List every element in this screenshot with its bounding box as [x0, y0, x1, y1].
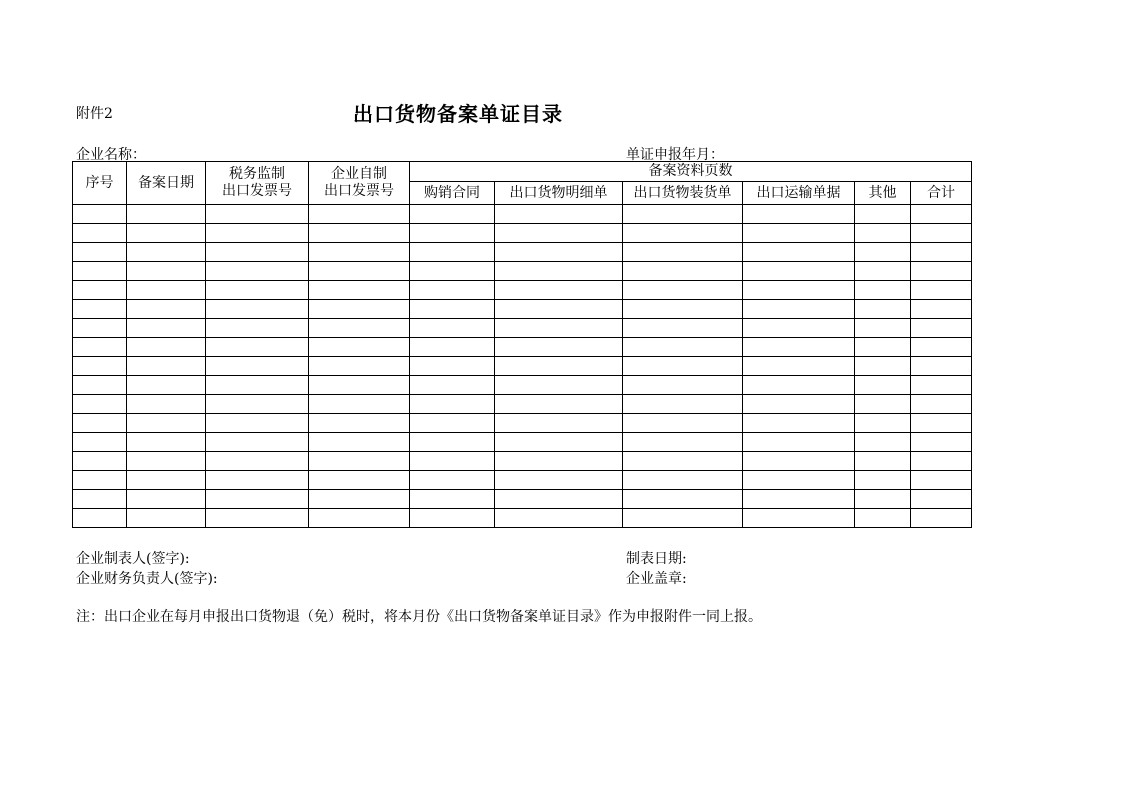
- table-cell: [73, 262, 127, 281]
- table-cell: [911, 319, 972, 338]
- table-cell: [410, 433, 495, 452]
- table-cell: [73, 338, 127, 357]
- table-cell: [495, 509, 623, 528]
- header-tax-invoice-line1: 税务监制: [229, 166, 285, 182]
- table-cell: [911, 471, 972, 490]
- table-cell: [495, 357, 623, 376]
- table-cell: [743, 338, 855, 357]
- table-cell: [309, 490, 410, 509]
- table-cell: [410, 205, 495, 224]
- table-cell: [127, 433, 206, 452]
- table-cell: [309, 452, 410, 471]
- table-cell: [623, 262, 743, 281]
- table-row: [73, 224, 972, 243]
- table-cell: [206, 300, 309, 319]
- table-cell: [855, 471, 911, 490]
- table-cell: [743, 490, 855, 509]
- table-cell: [495, 224, 623, 243]
- table-cell: [495, 452, 623, 471]
- table-cell: [623, 319, 743, 338]
- table-cell: [495, 414, 623, 433]
- table-cell: [73, 300, 127, 319]
- table-row: [73, 433, 972, 452]
- submission-note: 注：出口企业在每月申报出口货物退（免）税时，将本月份《出口货物备案单证目录》作为申报附件一同上报。: [76, 609, 762, 625]
- table-cell: [127, 281, 206, 300]
- table-cell: [127, 395, 206, 414]
- table-cell: [309, 205, 410, 224]
- table-cell: [855, 376, 911, 395]
- table-cell: [743, 452, 855, 471]
- table-cell: [911, 414, 972, 433]
- table-cell: [127, 262, 206, 281]
- table-cell: [495, 300, 623, 319]
- table-cell: [623, 338, 743, 357]
- finance-signature-label: 企业财务负责人(签字):: [76, 571, 218, 587]
- table-cell: [911, 338, 972, 357]
- table-cell: [623, 395, 743, 414]
- table-cell: [743, 243, 855, 262]
- table-cell: [911, 509, 972, 528]
- header-tax-invoice-no: [206, 162, 309, 205]
- table-cell: [127, 452, 206, 471]
- table-cell: [623, 376, 743, 395]
- table-cell: [73, 224, 127, 243]
- table-cell: [127, 205, 206, 224]
- table-row: [73, 490, 972, 509]
- table-row: [73, 471, 972, 490]
- header-total: 合计: [911, 182, 972, 205]
- table-cell: [743, 395, 855, 414]
- table-cell: [623, 509, 743, 528]
- table-cell: [73, 509, 127, 528]
- table-cell: [127, 300, 206, 319]
- header-transport-docs: 出口运输单据: [743, 182, 855, 205]
- table-cell: [309, 471, 410, 490]
- table-cell: [495, 338, 623, 357]
- table-cell: [855, 509, 911, 528]
- header-self-invoice-no: [309, 162, 410, 205]
- table-cell: [410, 319, 495, 338]
- table-cell: [743, 509, 855, 528]
- table-cell: [495, 262, 623, 281]
- table-cell: [206, 376, 309, 395]
- table-cell: [206, 452, 309, 471]
- table-cell: [911, 452, 972, 471]
- table-cell: [855, 281, 911, 300]
- table-cell: [495, 395, 623, 414]
- table-cell: [410, 395, 495, 414]
- table-cell: [743, 224, 855, 243]
- table-cell: [410, 262, 495, 281]
- table-cell: [410, 357, 495, 376]
- table-row: [73, 395, 972, 414]
- table-cell: [127, 243, 206, 262]
- table-cell: [743, 300, 855, 319]
- table-cell: [623, 452, 743, 471]
- table-cell: [855, 395, 911, 414]
- company-seal-label: 企业盖章:: [626, 571, 687, 587]
- table-row: [73, 338, 972, 357]
- table-cell: [743, 376, 855, 395]
- table-cell: [743, 357, 855, 376]
- declaration-period-label: 单证申报年月：: [626, 147, 724, 163]
- table-cell: [127, 490, 206, 509]
- table-row: [73, 262, 972, 281]
- header-tax-invoice-line2: 出口发票号: [222, 183, 292, 199]
- table-cell: [743, 414, 855, 433]
- header-other: 其他: [855, 182, 911, 205]
- table-cell: [309, 319, 410, 338]
- table-cell: [911, 357, 972, 376]
- table-cell: [127, 471, 206, 490]
- table-cell: [206, 338, 309, 357]
- table-cell: [206, 319, 309, 338]
- table-cell: [855, 338, 911, 357]
- table-cell: [410, 281, 495, 300]
- table-cell: [623, 357, 743, 376]
- table-cell: [410, 376, 495, 395]
- table-cell: [855, 319, 911, 338]
- table-cell: [309, 357, 410, 376]
- table-cell: [855, 452, 911, 471]
- table-cell: [743, 262, 855, 281]
- table-cell: [855, 243, 911, 262]
- table-cell: [623, 300, 743, 319]
- table-row: [73, 205, 972, 224]
- table-cell: [206, 471, 309, 490]
- table-cell: [495, 205, 623, 224]
- header-purchase-contract: 购销合同: [410, 182, 495, 205]
- table-cell: [495, 490, 623, 509]
- table-cell: [743, 471, 855, 490]
- table-cell: [309, 395, 410, 414]
- table-cell: [911, 395, 972, 414]
- header-goods-loading: 出口货物装货单: [623, 182, 743, 205]
- table-cell: [206, 395, 309, 414]
- table-cell: [495, 471, 623, 490]
- table-cell: [127, 319, 206, 338]
- header-self-invoice-line2: 出口发票号: [324, 183, 394, 199]
- record-documents-table: [72, 161, 972, 528]
- table-cell: [623, 414, 743, 433]
- header-record-date: 备案日期: [127, 162, 206, 205]
- table-cell: [623, 471, 743, 490]
- table-cell: [309, 433, 410, 452]
- table-cell: [495, 376, 623, 395]
- table-cell: [73, 243, 127, 262]
- table-row: [73, 452, 972, 471]
- table-cell: [911, 243, 972, 262]
- table-cell: [309, 281, 410, 300]
- table-row: [73, 243, 972, 262]
- table-cell: [206, 509, 309, 528]
- table-cell: [73, 395, 127, 414]
- table-cell: [309, 414, 410, 433]
- table-cell: [410, 338, 495, 357]
- table-cell: [743, 205, 855, 224]
- table-cell: [73, 490, 127, 509]
- table-cell: [73, 319, 127, 338]
- table-cell: [743, 319, 855, 338]
- preparation-date-label: 制表日期:: [626, 551, 687, 567]
- table-row: [73, 414, 972, 433]
- table-cell: [855, 357, 911, 376]
- table-cell: [206, 357, 309, 376]
- table-cell: [309, 224, 410, 243]
- table-row: [73, 357, 972, 376]
- table-cell: [623, 224, 743, 243]
- table-cell: [127, 338, 206, 357]
- table-cell: [495, 243, 623, 262]
- attachment-label: 附件2: [76, 106, 113, 122]
- table-cell: [206, 433, 309, 452]
- table-cell: [855, 205, 911, 224]
- table-cell: [309, 338, 410, 357]
- table-cell: [309, 300, 410, 319]
- table-cell: [309, 509, 410, 528]
- table-cell: [623, 490, 743, 509]
- table-cell: [911, 376, 972, 395]
- table-cell: [73, 357, 127, 376]
- table-cell: [855, 414, 911, 433]
- table-cell: [73, 205, 127, 224]
- table-cell: [206, 243, 309, 262]
- table-cell: [911, 490, 972, 509]
- table-cell: [127, 376, 206, 395]
- header-self-invoice-line1: 企业自制: [331, 166, 387, 182]
- header-pages-group: 备案资料页数: [410, 162, 972, 182]
- table-cell: [410, 509, 495, 528]
- table-cell: [127, 414, 206, 433]
- table-cell: [623, 433, 743, 452]
- table-cell: [410, 300, 495, 319]
- table-cell: [623, 281, 743, 300]
- table-row: [73, 300, 972, 319]
- table-cell: [206, 205, 309, 224]
- table-cell: [410, 414, 495, 433]
- table-cell: [410, 471, 495, 490]
- table-cell: [495, 281, 623, 300]
- table-cell: [206, 490, 309, 509]
- header-seq: 序号: [73, 162, 127, 205]
- table-cell: [73, 414, 127, 433]
- table-cell: [623, 205, 743, 224]
- table-cell: [127, 224, 206, 243]
- table-cell: [855, 490, 911, 509]
- table-cell: [206, 281, 309, 300]
- table-cell: [911, 300, 972, 319]
- table-cell: [309, 243, 410, 262]
- table-cell: [495, 319, 623, 338]
- table-cell: [410, 224, 495, 243]
- table-cell: [206, 262, 309, 281]
- table-cell: [911, 281, 972, 300]
- table-row: [73, 281, 972, 300]
- table-cell: [855, 433, 911, 452]
- table-cell: [73, 281, 127, 300]
- table-cell: [309, 376, 410, 395]
- table-cell: [127, 509, 206, 528]
- document-title: 出口货物备案单证目录: [353, 102, 563, 126]
- table-row: [73, 319, 972, 338]
- table-cell: [495, 433, 623, 452]
- table-cell: [73, 471, 127, 490]
- table-cell: [911, 433, 972, 452]
- table-cell: [911, 262, 972, 281]
- company-name-label: 企业名称：: [76, 147, 146, 163]
- table-cell: [743, 281, 855, 300]
- table-cell: [309, 262, 410, 281]
- table-cell: [73, 376, 127, 395]
- table-cell: [206, 414, 309, 433]
- table-cell: [743, 433, 855, 452]
- table-row: [73, 376, 972, 395]
- table-cell: [410, 243, 495, 262]
- table-cell: [911, 224, 972, 243]
- table-cell: [911, 205, 972, 224]
- table-cell: [206, 224, 309, 243]
- table-cell: [623, 243, 743, 262]
- header-goods-detail: 出口货物明细单: [495, 182, 623, 205]
- table-cell: [73, 433, 127, 452]
- table-cell: [410, 490, 495, 509]
- table-cell: [855, 262, 911, 281]
- table-cell: [855, 300, 911, 319]
- table-cell: [410, 452, 495, 471]
- table-row: [73, 509, 972, 528]
- preparer-signature-label: 企业制表人(签字):: [76, 551, 190, 567]
- table-cell: [127, 357, 206, 376]
- table-cell: [73, 452, 127, 471]
- table-cell: [855, 224, 911, 243]
